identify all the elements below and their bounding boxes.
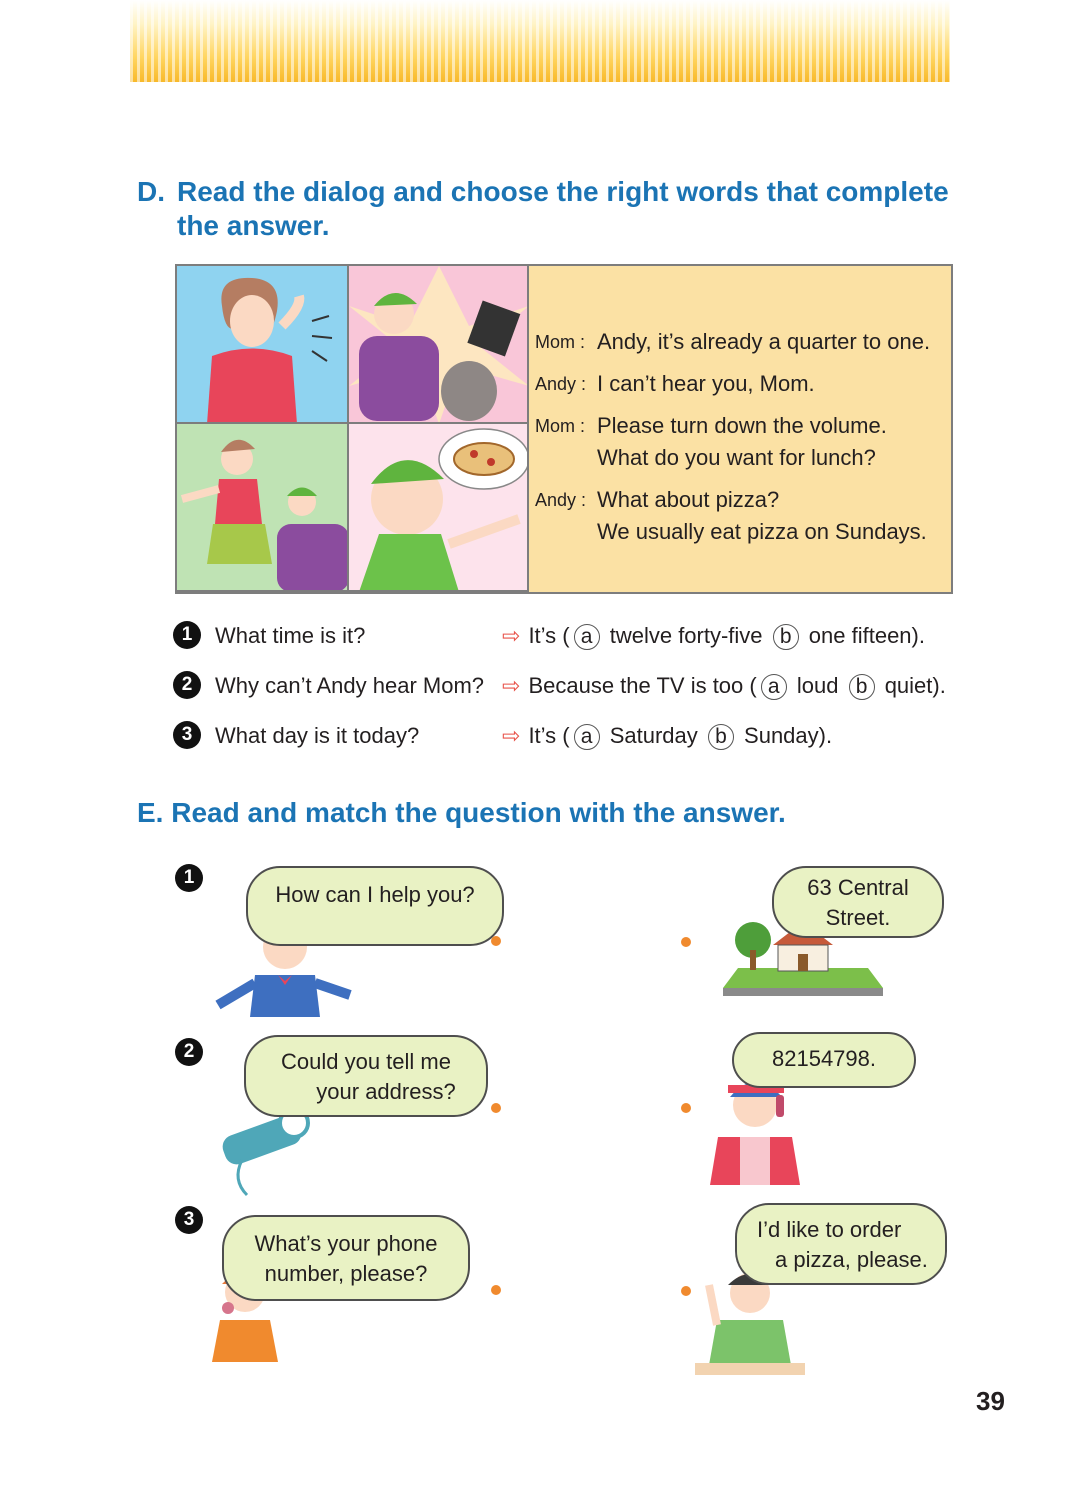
e-question-bubble-2: Could you tell me your address? [244, 1035, 488, 1117]
comic-panel-mom-calling [177, 266, 349, 424]
andy-watching-tv-illustration [349, 266, 529, 424]
andy-pizza-illustration [349, 424, 529, 592]
e-number-3: 3 [175, 1206, 203, 1234]
option-b-circle[interactable]: b [708, 724, 734, 750]
option-a-circle[interactable]: a [574, 724, 600, 750]
page-number: 39 [976, 1386, 1005, 1416]
header-stripe-band [130, 0, 950, 82]
dialog-line-1: Mom : Andy, it’s already a quarter to one. [535, 329, 931, 354]
d-answer-1: ⇨ It’s ( a twelve forty-five b one fifteen). [502, 620, 925, 652]
dialog-line-3: Mom : Please turn down the volume. [535, 413, 887, 438]
d-answer-2: ⇨ Because the TV is too ( a loud b quiet). [502, 670, 946, 702]
d-question-2: 2 Why can’t Andy hear Mom? [173, 670, 484, 702]
e-number-2: 2 [175, 1038, 203, 1066]
match-dot-a3[interactable] [681, 1286, 691, 1296]
option-a-circle[interactable]: a [761, 674, 787, 700]
comic-panel-andy-tv [349, 266, 529, 424]
d-question-1: 1 What time is it? [173, 620, 365, 652]
d-question-3: 3 What day is it today? [173, 720, 419, 752]
dialog-text [535, 326, 950, 548]
e-number-1: 1 [175, 864, 203, 892]
dialog-line-4b: We usually eat pizza on Sundays. [597, 519, 927, 544]
e-answer-bubble-3: I’d like to order a pizza, please. [735, 1203, 947, 1285]
option-b-circle[interactable]: b [849, 674, 875, 700]
e-question-bubble-1: How can I help you? [246, 866, 504, 946]
mom-calling-illustration [177, 266, 349, 424]
arrow-icon: ⇨ [502, 673, 521, 698]
comic-strip [175, 264, 953, 594]
dialog-line-2: Andy : I can’t hear you, Mom. [535, 371, 815, 396]
match-dot-a2[interactable] [681, 1103, 691, 1113]
comic-panel-mom-pointing [177, 424, 349, 592]
option-b-circle[interactable]: b [773, 624, 799, 650]
e-answer-bubble-2: 82154798. [732, 1032, 916, 1088]
match-dot-q2[interactable] [491, 1103, 501, 1113]
d-answer-3: ⇨ It’s ( a Saturday b Sunday). [502, 720, 832, 752]
section-e-title: E. Read and match the question with the answer. [137, 797, 786, 828]
match-dot-q1[interactable] [491, 936, 501, 946]
dialog-line-4: Andy : What about pizza? [535, 487, 780, 512]
dialog-line-3b: What do you want for lunch? [597, 445, 876, 470]
match-dot-a1[interactable] [681, 937, 691, 947]
section-d-title: D. Read the dialog and choose the right words that complete the answer. [137, 176, 949, 241]
mom-pointing-illustration [177, 424, 349, 592]
option-a-circle[interactable]: a [574, 624, 600, 650]
arrow-icon: ⇨ [502, 623, 521, 648]
e-question-bubble-3: What’s your phone number, please? [222, 1215, 470, 1301]
arrow-icon: ⇨ [502, 723, 521, 748]
e-answer-bubble-1: 63 Central Street. [772, 866, 944, 938]
match-dot-q3[interactable] [491, 1285, 501, 1295]
comic-panel-andy-pizza [349, 424, 529, 592]
